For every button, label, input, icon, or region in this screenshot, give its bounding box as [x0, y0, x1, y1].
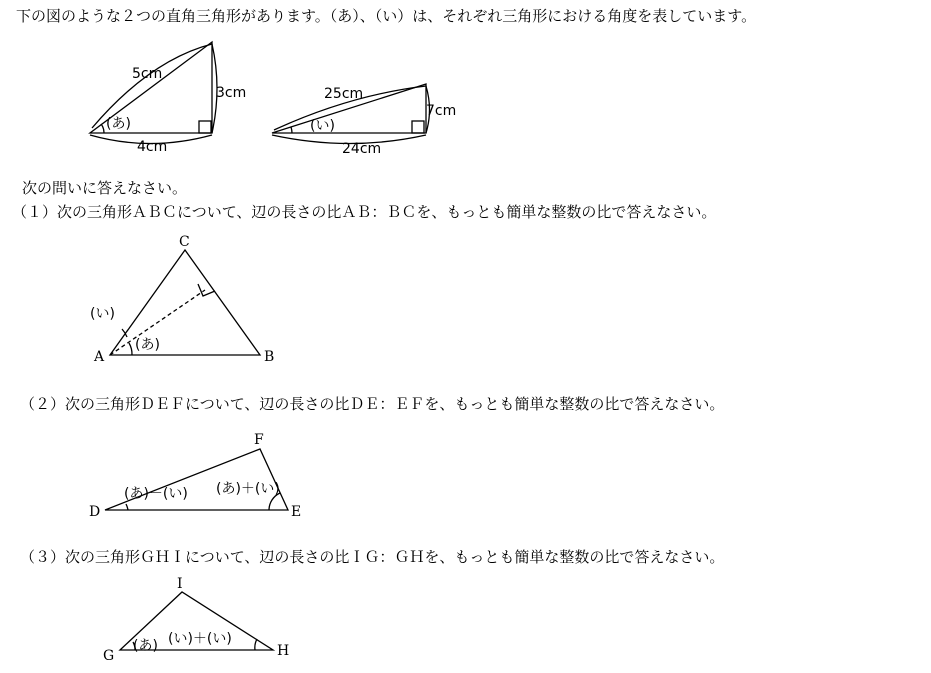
question-1: （１）次の三角形ＡＢＣについて、辺の長さの比ＡＢ：ＢＣを、もっとも簡単な整数の比で答えなさい。	[12, 203, 717, 221]
angle-arc-a	[129, 343, 132, 355]
vertex-a: A	[94, 349, 105, 365]
label-angle-i: (い)	[310, 118, 335, 134]
label-25cm: 25cm	[324, 86, 364, 102]
vertex-b: B	[264, 349, 275, 365]
label-3cm: 3cm	[216, 85, 247, 101]
vertex-e: E	[291, 504, 302, 520]
label-angle-g: (あ)	[133, 638, 158, 654]
vertex-d: D	[89, 504, 101, 520]
vertex-h: H	[277, 643, 290, 659]
figure-triangle-abc	[110, 250, 260, 355]
prompt-text: 次の問いに答えなさい。	[22, 179, 188, 197]
intro-text: 下の図のような２つの直角三角形があります。（あ）、（い）は、それぞれ三角形における角度を表しています。	[16, 7, 757, 25]
angle-arc-d	[126, 504, 128, 510]
label-angle-a: (あ)	[106, 116, 131, 132]
question-2: （２）次の三角形ＤＥＦについて、辺の長さの比ＤＥ：ＥＦを、もっとも簡単な整数の比で答えなさい。	[20, 395, 725, 413]
vertex-c: C	[179, 234, 190, 250]
angle-arc-a	[101, 124, 104, 133]
label-7cm: 7cm	[426, 103, 457, 119]
label-angle-h: (い)＋(い)	[168, 631, 232, 647]
label-24cm: 24cm	[342, 141, 382, 157]
question-3: （３）次の三角形ＧＨＩについて、辺の長さの比ＩＧ：ＧＨを、もっとも簡単な整数の比で答えなさい。	[20, 548, 725, 566]
label-angle-a: (あ)	[135, 337, 160, 353]
right-angle-mark	[412, 121, 424, 133]
label-angle-i: (い)	[90, 306, 115, 322]
label-angle-d: (あ)－(い)	[124, 486, 188, 502]
angle-arc-h	[255, 639, 257, 650]
vertex-f: F	[254, 432, 264, 448]
angle-arc-i	[291, 127, 292, 133]
right-angle-mark	[198, 284, 215, 296]
label-angle-e: (あ)＋(い)	[216, 481, 280, 497]
vertex-g: G	[103, 648, 115, 664]
label-5cm: 5cm	[132, 66, 163, 82]
right-angle-mark	[199, 121, 211, 133]
vertex-i: I	[177, 576, 183, 592]
label-4cm: 4cm	[137, 139, 168, 155]
triangle-abc-shape	[110, 250, 260, 355]
